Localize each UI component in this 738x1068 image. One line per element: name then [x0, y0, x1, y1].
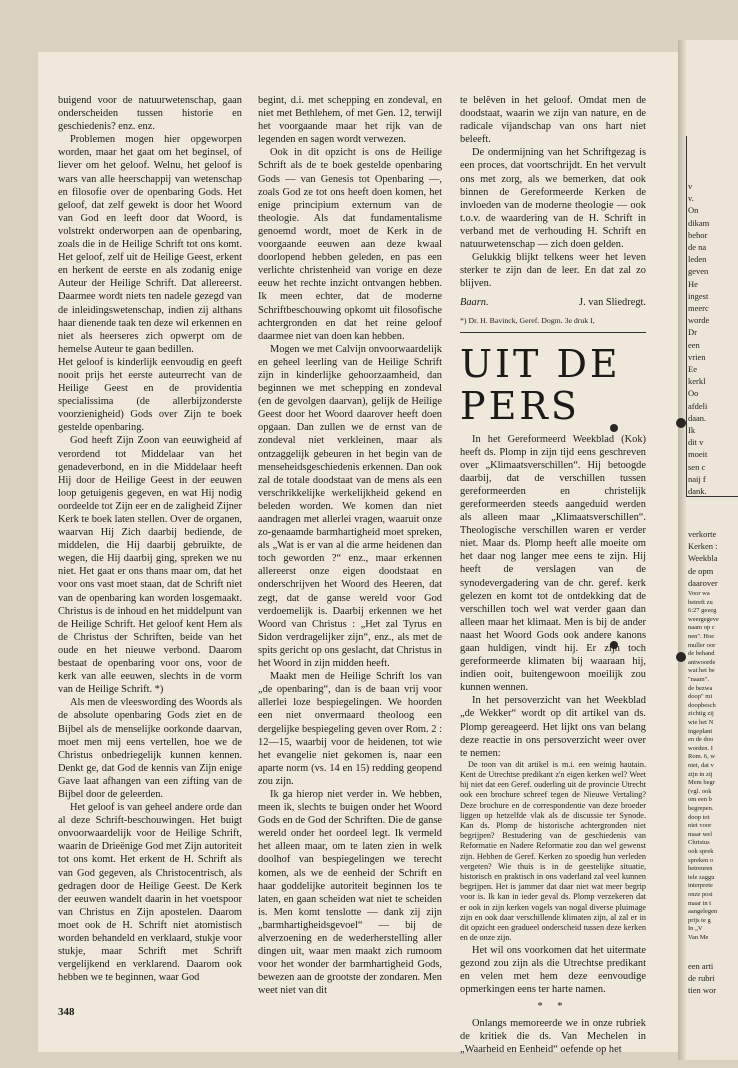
- next-page-line: moeit: [688, 449, 708, 460]
- next-page-line: om een b: [688, 796, 712, 804]
- next-page-line: Kerken :: [688, 541, 718, 552]
- next-page-line: "naam".: [688, 676, 710, 683]
- paragraph: Problemen mogen hier opgeworpen worden, maar het gaat om het beginsel, of liever om het geloof. Welnu, het geloof is wars van alle heerschappij van wetenschap en filosofie over de openbaring Gods. Het geloof, dat zelf gewekt is door het Woord van God en leeft door dat Woord, is volstrekt onderworpen aan de openbaring, zoals die in de Heilige Schrift tot ons komt. Het geloof, zelf uit de Heilige Geest, erkent en herkent de eerste en als zodanig enige Auteur der Heilige Schrift. Dat allereerst. Daarmee wordt niets ten nadele gezegd van de inleidingswetenschap, indien zij althans haar dienende taak ten deze wil erkennen en niet als heerseres zich opwerpt om de hemelse Auteur te gaan bedillen.: [58, 134, 242, 355]
- paragraph: Als men de vleeswording des Woords als de absolute openbaring Gods ziet en de Bijbel als de menselijke oorkonde daarvan, moet men mij eens vertellen, hoe we de Christus onbedriegelijk kunnen kennen. Denkt ge, dat God de kennis van Zijn enige Gave laat afhangen van een zifting van de Bijbel door de geleerden.: [58, 697, 242, 800]
- column-3: [460, 94, 646, 1056]
- next-page-line: geven: [688, 266, 709, 277]
- next-page-line: Ee: [688, 364, 697, 374]
- next-page-line: de na: [688, 242, 707, 252]
- paragraph: Ik ga hierop niet verder in. We hebben, meen ik, slechts te buigen onder het Woord Gods en de God der Schriften. Die de ganse wereld onder het oordeel legt. Ik vermeld het alleen maar, om te laten zien in welk doolhof van bespiegelingen we terecht komen, als we de eenheid der Schrift en haar goddelijke autoriteit beginnen los te laten, en gaan scheiden wat niet te scheiden is. Men komt tenslotte — dank zij zijn „barmhartigheidsgevoel“ — bij de alverzoening en de wederherstelling aller dingen uit, waar men maakt zich rumoom voor het wonder der barmhartigheid Gods, bewezen aan de grootste der zondaren. Men weet niet van dit: [258, 788, 442, 997]
- next-page-line: kerkl: [688, 376, 706, 387]
- next-page-line: (vgl. ook: [688, 787, 712, 795]
- next-page-line: On: [688, 205, 699, 216]
- next-page-line: leden: [688, 254, 707, 265]
- next-page-line: de rubri: [688, 973, 715, 984]
- next-page-line: betreft zu: [688, 598, 713, 606]
- next-page-line: He: [688, 278, 698, 289]
- next-page-line: Voor wa: [688, 590, 710, 597]
- next-page-line: de behand: [688, 650, 715, 658]
- next-page-line: ook sprek: [688, 848, 714, 855]
- paragraph: Het geloof is kinderlijk eenvoudig en geeft nooit prijs het eerste auteurrecht van de Heilige Geest en de providentia specialissima (de allerbijzonderste voorzienigheid) Gods over Zijn te boek gestelde openbaring.: [58, 356, 242, 434]
- next-page-line: weergegeve: [688, 615, 719, 623]
- next-page-line: de opm: [688, 565, 714, 576]
- paragraph: Gelukkig blijkt telkens weer het leven sterker te zijn dan de leer. En dat zal zo blijven.: [460, 252, 646, 290]
- paragraph: Het geloof is van geheel andere orde dan al deze Schrift-beschouwingen. Het buigt onvoorwaardelijk voor de Heilige Schrift, waarin de Drieënige God met Zijn autoriteit tot ons komt. Het erkent de H. Schrift als van God gegeven, als Christocentrisch, als gedragen door de Heilige Geest. De Kerk der eeuwen wandelt daarin in het voetspoor van Christus en Zijn apostelen. Daarom moet ook de H. Schrift niet atomistisch worden behandeld en verklaard, stukje voor stukje, maar Schrift met Schrift vergelijkend en verklarend. Daarom ook hebben we te beginnen, waar God: [58, 802, 242, 984]
- paragraph: Onlangs memoreerde we in onze rubriek de kritiek die ds. Van Mechelen in „Waarheid en Eenheid“ oefende op het: [460, 1017, 646, 1056]
- next-page-line: wat het be: [688, 667, 715, 675]
- next-page-line: doop tot: [688, 813, 710, 821]
- paragraph: Mogen we met Calvijn onvoorwaardelijk en geheel leerling van de Heilige Schrift zijn in kinderlijke gehoorzaamheid, dan beginnen we met schepping en zondeval (en de gevolgen daarvan), gelijk de Heilige Geest door het Woord daarover heeft doen opgaan. Dan zullen we de ernst van de zondeval niet verkleinen, maar als ontzaggelijk gebeuren in het begin van de menseheidsgeschiedenis erkennen. Dan ook zal de totale doodstaat van de mens als een verschrikkelijke werkelijkheid gekend en beleden worden. We komen dan niet aandragen met allerlei vragen, waaruit onze zo-genaamde barmhartigheid moet spreken, als „Wat is er van al die arme heidenen dan toch geworden ?“ enz., maar erkennen allereerst onze eigen doodstaat en onderschrijven het Woord des Heeren, dat zegt, dat de ganse wereld voor God verdoemelijk is. Daarbij erkennen we het Woord van Christus : „Het zal Tyrus en Sidon verdragelijker zijn“, enz., als met de spits gericht op ons geslacht, dat Christus in het Woord in zijn midden heeft.: [258, 343, 442, 670]
- next-page-line: Oo: [688, 388, 699, 399]
- next-page-line: en de doo: [688, 736, 714, 744]
- paragraph: In het Gereformeerd Weekblad (Kok) heeft ds. Plomp in zijn tijd eens geschreven over „Klimaatsverschillen“. Hij betoogde daarbij, dat de verschillen tussen gereformeerden en christelijk gereformeerden steeds aangeduid werden als alleen maar „Klimaatsverschillen“. Theologische verschillen waren er verder niet. Maar ds. Plomp heeft alle moeite om het daar nog langer mee eens te zijn. Hij heeft de verslagen van de synodevergadering van de chr. geref. kerk gelezen en komt tot de ontdekking dat de verschillen toch wel wat verder gaan dan alleen maar het klimaat. Men is bij de ander naast het Woord Gods ook andere kanons gaan huldigen, vindt hij. Er zijn toch gereformeerde klimaten bij waaraan hij, indien ooit, buitengewoon moeilijk zou kunnen wennen.: [460, 433, 646, 694]
- next-page-line: meerc: [688, 303, 709, 313]
- next-page-line: Dr: [688, 327, 697, 338]
- next-page-line: niet voor: [688, 822, 712, 830]
- next-page-line: aangelegen: [688, 908, 718, 916]
- next-page-line: v.: [688, 193, 694, 204]
- next-page-line: In „V: [688, 925, 703, 933]
- next-page-line: daarover: [688, 577, 718, 588]
- next-page-line: Christus: [688, 839, 710, 847]
- next-page-line: Weekbla: [688, 553, 718, 564]
- next-page-line: antwoorde: [688, 658, 716, 666]
- next-page-line: 6:27 gezeg: [688, 607, 717, 615]
- paragraph: In het persoverzicht van het Weekblad „de Wekker“ wordt op dit artikel van ds. Plomp gereageerd. Het lijkt ons van belang deze reactie in ons persoverzicht weer over te nemen:: [460, 695, 646, 759]
- next-page-line: naij f: [688, 473, 706, 484]
- footnote: *) Dr. H. Bavinck, Geref. Dogm. 3e druk I,: [460, 310, 646, 333]
- next-page-line: ingest: [688, 290, 709, 301]
- next-page-line: maar in t: [688, 899, 712, 907]
- next-page-line: interprete: [688, 882, 713, 890]
- signature-place: Baarn.: [460, 297, 489, 309]
- next-page-line: dit v: [688, 437, 704, 448]
- next-page-line: doopbesch: [688, 701, 716, 709]
- next-page-line: afdeli: [688, 400, 708, 411]
- next-page-line: v: [688, 181, 693, 191]
- next-page-line: tien wor: [688, 985, 717, 996]
- next-page-line: betreuren: [688, 865, 713, 873]
- next-page-line: zijn in zij: [688, 770, 713, 778]
- next-page-line: een: [688, 339, 700, 350]
- next-page-line: wie het N: [688, 719, 714, 726]
- next-page-line: begrepen.: [688, 805, 714, 812]
- next-page-line: maar wel: [688, 830, 713, 838]
- signature-name: J. van Sliedregt.: [579, 297, 646, 309]
- next-page-line: Mem begr: [688, 779, 715, 787]
- next-page-edge: [686, 40, 738, 1060]
- next-page-line: worden. I: [688, 744, 713, 752]
- next-page-line: zichtig zij: [688, 710, 714, 718]
- next-page-line: worde: [688, 315, 710, 326]
- paragraph: Ook in dit opzicht is ons de Heilige Schrift als de te boek gestelde openbaring Gods — van Genesis tot Openbaring —, zoals God ze tot ons heeft doen komen, het enige principium externum van de theologie. Als dat fundamentalisme genoemd wordt, moet de Kerk in de voorgaande eeuwen aan deze kwaal doorlopend hebben geleden, en pas een verlichte christenheid van vorige en deze eeuw het rechte inzicht ontvangen hebben. Ik meen echter, dat de moderne Schriftbeschouwing opkomt uit filosofische achtergronden en dat het reine geloof daarmee niet van doen kan hebben.: [258, 147, 442, 342]
- column-2: [258, 94, 442, 997]
- next-page-line: sen c: [688, 461, 706, 472]
- column-1: [58, 94, 242, 984]
- next-page-line: onze posi: [688, 891, 713, 898]
- next-page-line: doop" mi: [688, 693, 713, 701]
- next-page-line: verkorte: [688, 529, 717, 539]
- paragraph: God heeft Zijn Zoon van eeuwigheid af verordend tot Middelaar van het genadeverbond, en in die Middelaar heeft Hij door de Heilige Geest in der eeuwen loop getuigenis gegeven, en wat Hij nodig oordeelde tot Zijn eer en de zaligheid Zijner Kerk te boek laten stellen. Over de organen, waarvan Hij Zich daarbij bediende, de middelen, die Hij daarbij gebruikte, de wegen, die Hij daarbij ging, spreken we nu niet. Het gaat er ons thans maar om, dat het voor ons vast moet staan, dat de Schrift niet van de openbaring kan worden losgemaakt. Christus is de inhoud en het middelpunt van de Heilige Schrift. Het geloof kent Hem als de Christus der Schriften, beide van het oude en het nieuwe verbond. Daarom bestaat de openbaring voor ons, voor de kerk van alle eeuwen, slechts in de vorm van de Heilige Schrift. *): [58, 435, 242, 696]
- paragraph: Maakt men de Heilige Schrift los van „de openbaring“, dan is de baan vrij voor allerlei loze bespiegelingen. We hoorden een niet onvermaard theoloog een dergelijke bespiegeling geven over Rom. 2 : 12—15, waarbij voor de heidenen, tot wie het evangelie niet gekomen is, naar een aparte norm (vs. 14 en 15) redding geopend zou zijn.: [258, 671, 442, 787]
- separator: * *: [537, 1000, 569, 1012]
- paragraph: buigend voor de natuurwetenschap, gaan onderscheiden tussen historie en geschiedenis? enz. enz.: [58, 95, 242, 133]
- page-number: 348: [58, 1006, 75, 1018]
- next-page-line: Van Me: [688, 934, 709, 941]
- next-page-line: de bezwa: [688, 684, 713, 692]
- next-page-line: tele zaggu: [688, 873, 715, 881]
- paragraph: begint, d.i. met schepping en zondeval, en niet met Bethlehem, of met Gen. 12, terwijl het voorgaande maar het rijk van de legenden en sagen wordt verwezen.: [258, 95, 442, 146]
- next-page-line: muller oor: [688, 641, 716, 649]
- signature: [460, 296, 646, 309]
- paragraph: te belêven in het geloof. Omdat men de doodstaat, waarin we zijn van nature, en de radicale vijandschap van ons hart niet beleeft.: [460, 95, 646, 146]
- next-page-line: Ik: [688, 425, 696, 435]
- quoted-paragraph: De toon van dit artikel is m.i. een weinig hautain. Kent de Utrechtse predikant z'n eigen kerken wel? Weet hij niet dat een Geref. ouderling uit de provincie Utrecht ook een brochure schreef tegen de Nieuwe Vertaling? Deze brochure en de correspondentie van deze broeder liggen op hetzelfde vlak als de discussie ter Synode. Kan ds. Plomp de historische achtergronden niet begrijpen? Bestudering van de geschiedenis van Reformatie en Nadere Reformatie zou dan wel gewenst zijn. Hebben de Geref. Kerken zo spoedig hun verleden vergeten? Wie thuis is in de geestelijke situatie, historisch en praktisch in ons vaderland zal veel kunnen begrijpen. Het is jammer dat daar niet wat meer begrip voor is. Ik kan in ieder geval ds. Plomp verzekeren dat er ook in zijn kerken vogels van nogal diverse pluimage zijn en ook daar verschillende klimaten zijn, al zal er in dit opzicht een gradueel onderscheid tussen deze kerken en de onze zijn.: [460, 759, 646, 943]
- binding-hole-icon: [676, 418, 686, 428]
- next-page-line: ingeplant: [688, 727, 713, 735]
- next-page-line: daan.: [688, 412, 707, 423]
- next-page-line: een arti: [688, 961, 714, 971]
- next-page-line: niet, dat v: [688, 762, 714, 769]
- next-page-line: prijs te g: [688, 916, 711, 924]
- paragraph: De ondermijning van het Schriftgezag is een proces, dat voortschrijdt. En het vervult ons met zorg, als we bemerken, dat ook binnen de Gereformeerde Kerken de invloeden van de moderne theologie — ook t.o.v. de waardering van de H. Schrift in verband met de verhouding H. Schrift en natuurwetenschap — zich doen gelden.: [460, 147, 646, 251]
- next-page-line: behor: [688, 229, 708, 240]
- next-page-line: vrien: [688, 351, 706, 362]
- next-page-line: dank.: [688, 486, 707, 496]
- page-gutter: [678, 40, 686, 1060]
- next-page-line: spreken o: [688, 856, 714, 864]
- paragraph: Het wil ons voorkomen dat het uitermate gezond zou zijn als die Utrechtse predikant en velen met hem deze eenvoudige opmerkingen eens ter harte namen.: [460, 944, 646, 995]
- next-page-line: dikam: [688, 217, 710, 228]
- next-page-line: nen". Hoe: [688, 633, 715, 640]
- next-page-line: naam op c: [688, 624, 715, 632]
- next-page-line: Rom. 6, w: [688, 753, 716, 761]
- section-heading: UIT DE PERS: [460, 341, 621, 428]
- binding-hole-icon: [676, 652, 686, 662]
